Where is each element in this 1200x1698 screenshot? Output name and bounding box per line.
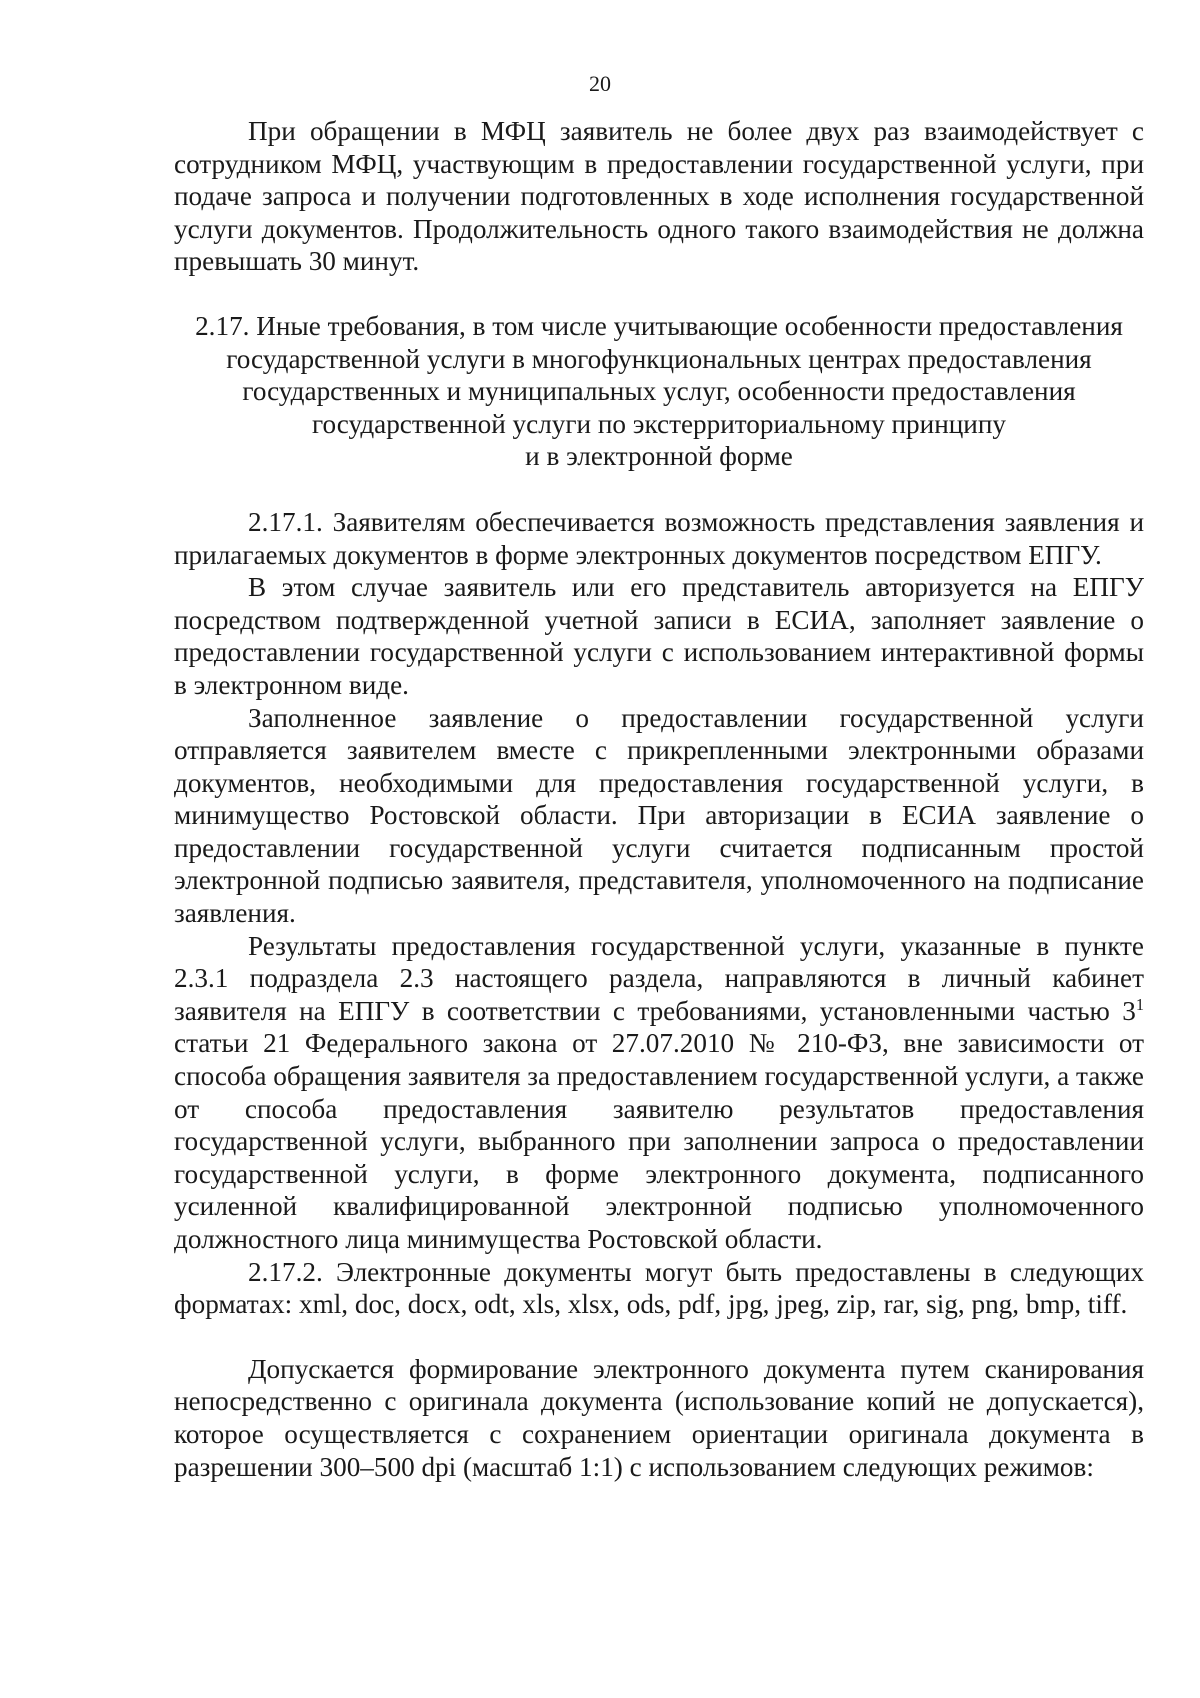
- heading-line: государственной услуги по экстерриториальному принципу: [311, 408, 1006, 439]
- paragraph-mfc-interaction: При обращении в МФЦ заявитель не более двух раз взаимодействует с сотрудником МФЦ, участвующим в предоставлении государственной услуги, при подаче запроса и получении подготовленных в ходе исполнения государственной услуги документов. Продолжительность одного такого взаимодействия не должна превышать 30 минут.: [174, 116, 1144, 277]
- paragraph-scanning: Допускается формирование электронного документа путем сканирования непосредственно с оригинала документа (использование копий не допускается), которое осуществляется с сохранением ориентации оригинала документа в разрешении 300–500 dpi (масштаб 1:1) с использованием следующих режимов:: [174, 1353, 1144, 1482]
- heading-line: государственных и муниципальных услуг, особенности предоставления: [242, 376, 1076, 407]
- paragraph-2-17-2: 2.17.2. Электронные документы могут быть предоставлены в следующих форматах: xml, doc, docx, odt, xls, xlsx, ods, pdf, jpg, jpeg, zip, rar, sig, png, bmp, tiff.: [174, 1256, 1144, 1320]
- section-heading: [174, 310, 1144, 473]
- heading-line: 2.17. Иные требования, в том числе учитывающие особенности предоставления: [195, 310, 1123, 341]
- superscript-index: 1: [1135, 994, 1144, 1014]
- results-text-end: статьи 21 Федерального закона от 27.07.2010 № 210-ФЗ, вне зависимости от способа обращения заявителя за предоставлением государственной услуги, а также от способа предоставления заявителю результатов предоставления государственной услуги, выбранного при заполнении запроса о предоставлении государственной услуги, в форме электронного документа, подписанного усиленной квалифицированной электронной подписью уполномоченного должностного лица минимущества Ростовской области.: [174, 1028, 1144, 1254]
- heading-line: и в электронной форме: [525, 441, 793, 472]
- paragraph-results: [174, 930, 1144, 1256]
- page-number: 20: [589, 71, 611, 96]
- document-body: [174, 115, 1144, 1483]
- paragraph-authorization: В этом случае заявитель или его представитель авторизуется на ЕПГУ посредством подтвержденной учетной записи в ЕСИА, заполняет заявление о предоставлении государственной услуги с использованием интерактивной формы в электронном виде.: [174, 572, 1144, 700]
- heading-line: государственной услуги в многофункциональных центрах предоставления: [226, 343, 1092, 374]
- results-text-start: Результаты предоставления государственной услуги, указанные в пункте 2.3.1 подраздела 2.3 настоящего раздела, направляются в личный кабинет заявителя на ЕПГУ в соответствии с требованиями, установленными частью 3: [174, 930, 1144, 1026]
- paragraph-2-17-1: 2.17.1. Заявителям обеспечивается возможность представления заявления и прилагаемых документов в форме электронных документов посредством ЕПГУ.: [174, 506, 1144, 570]
- paragraph-submission: Заполненное заявление о предоставлении государственной услуги отправляется заявителем вместе с прикрепленными электронными образами документов, необходимыми для предоставления государственной услуги, в минимущество Ростовской области. При авторизации в ЕСИА заявление о предоставлении государственной услуги считается подписанным простой электронной подписью заявителя, представителя, уполномоченного на подписание заявления.: [174, 702, 1144, 929]
